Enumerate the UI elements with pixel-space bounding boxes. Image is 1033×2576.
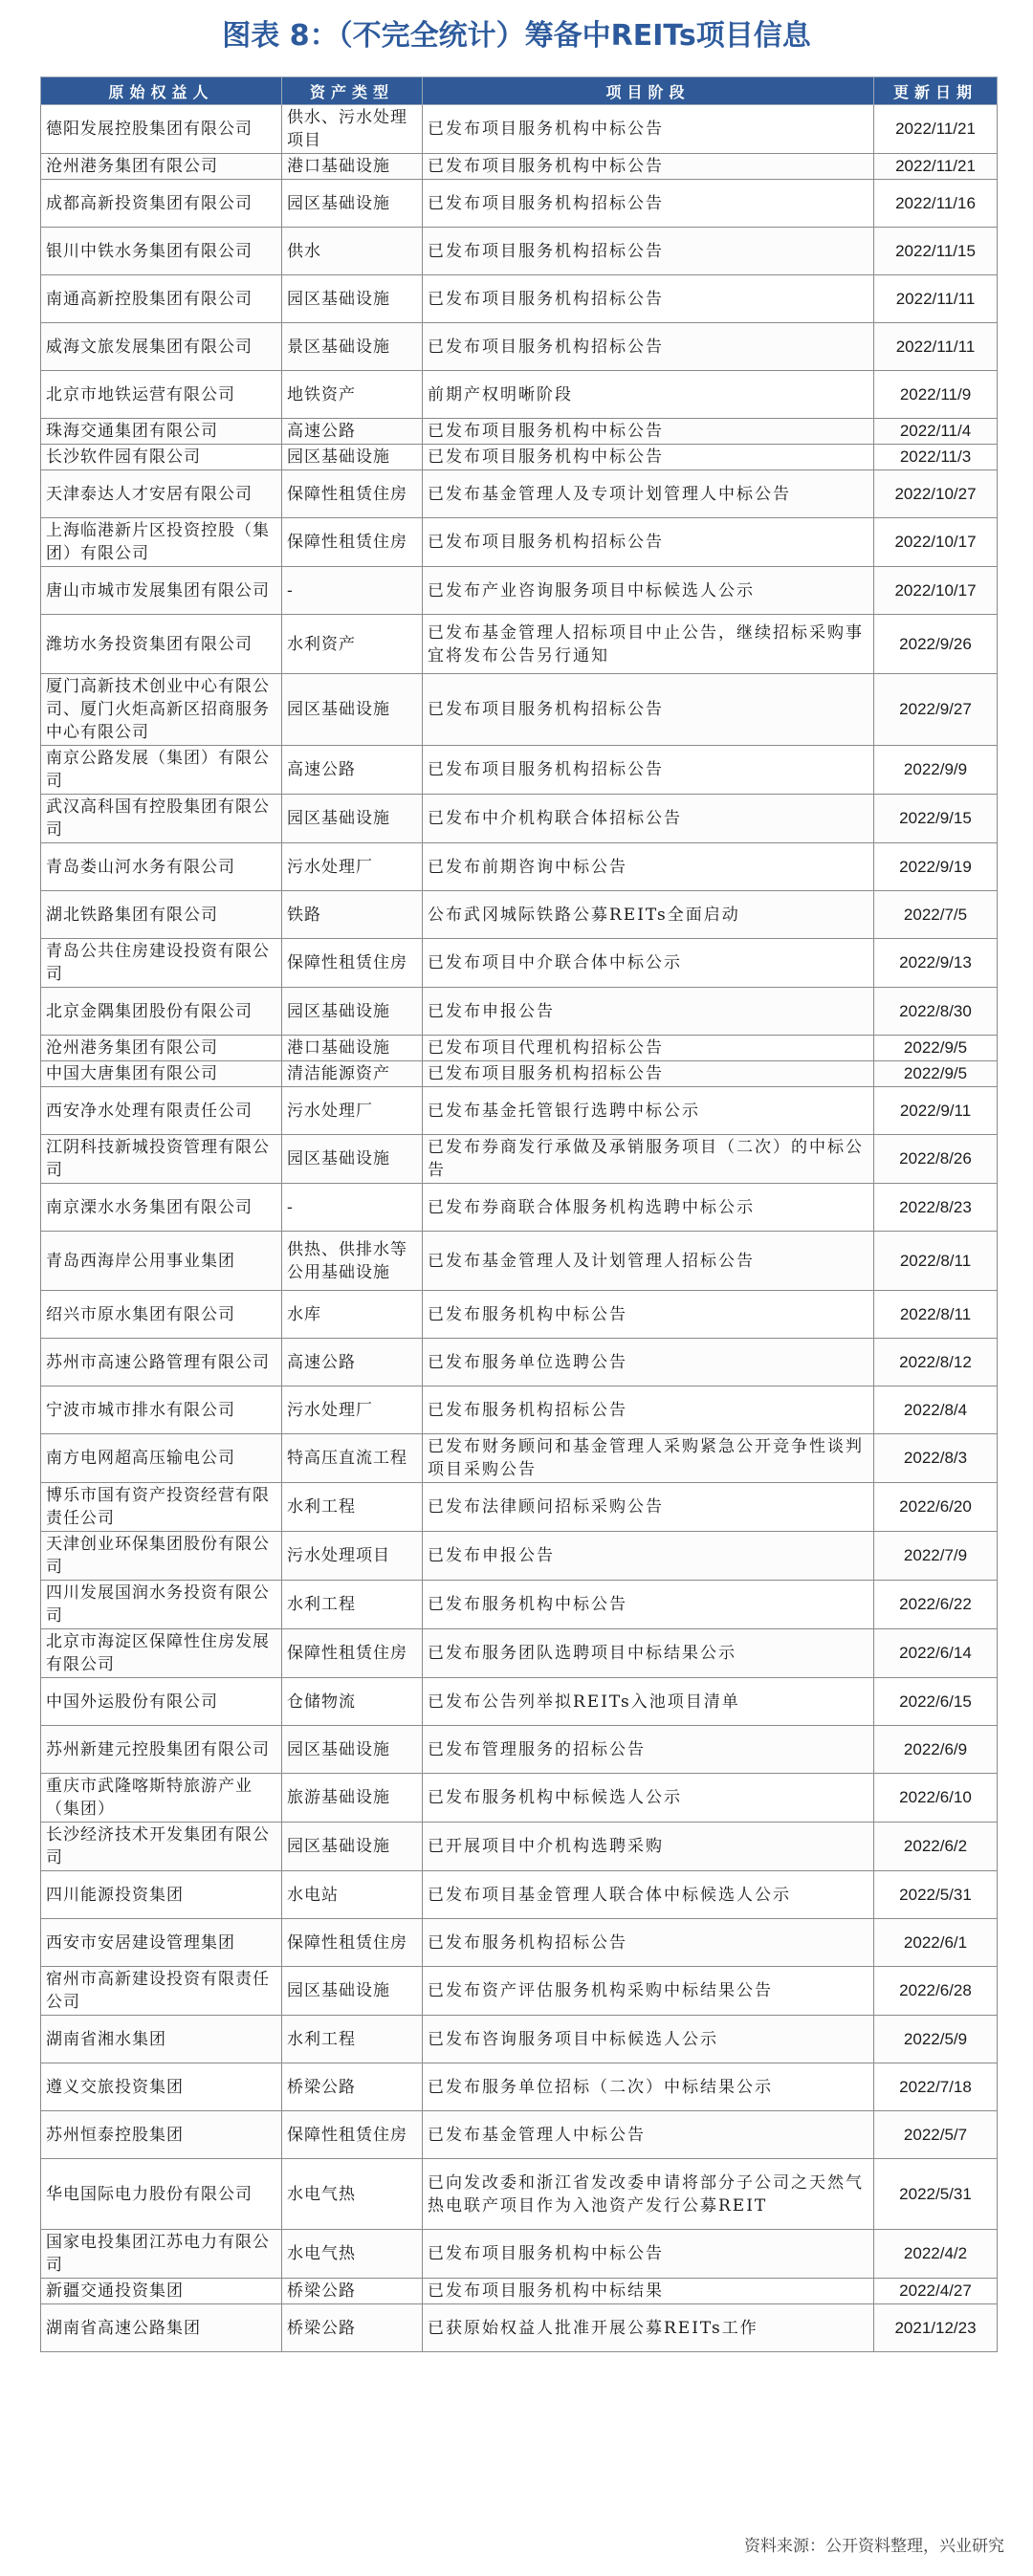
table-body [41,105,998,2352]
cell-date: 2022/9/9 [874,746,998,795]
cell-stage: 已发布项目中介联合体中标公示 [423,939,874,988]
cell-asset-type: 景区基础设施 [282,323,423,371]
cell-stage: 已发布项目服务机构招标公告 [423,746,874,795]
cell-owner: 新疆交通投资集团 [41,2279,282,2304]
cell-date: 2022/9/5 [874,1036,998,1061]
table-row [41,1726,998,1774]
table-row [41,1061,998,1087]
cell-date: 2022/7/18 [874,2063,998,2111]
table-row [41,419,998,445]
cell-owner: 绍兴市原水集团有限公司 [41,1291,282,1339]
cell-owner: 中国外运股份有限公司 [41,1678,282,1726]
cell-stage: 已发布前期咨询中标公告 [423,843,874,891]
cell-stage: 已发布申报公告 [423,988,874,1036]
cell-stage: 已发布财务顾问和基金管理人采购紧急公开竞争性谈判项目采购公告 [423,1434,874,1483]
table-row [41,2063,998,2111]
table-row [41,1232,998,1291]
table-row [41,1386,998,1434]
cell-owner: 武汉高科国有控股集团有限公司 [41,795,282,843]
table-row [41,891,998,939]
table-row [41,105,998,154]
cell-stage: 已发布法律顾问招标采购公告 [423,1483,874,1532]
cell-owner: 苏州市高速公路管理有限公司 [41,1339,282,1386]
cell-stage: 已发布基金管理人及计划管理人招标公告 [423,1232,874,1291]
cell-asset-type: 特高压直流工程 [282,1434,423,1483]
table-row [41,1135,998,1184]
cell-date: 2022/10/27 [874,470,998,518]
table-row [41,1678,998,1726]
cell-stage: 已发布公告列举拟REITs入池项目清单 [423,1678,874,1726]
cell-stage: 已发布项目服务机构中标公告 [423,154,874,180]
table-row [41,1919,998,1967]
cell-stage: 已发布基金管理人及专项计划管理人中标公告 [423,470,874,518]
cell-owner: 遵义交旅投资集团 [41,2063,282,2111]
cell-owner: 天津泰达人才安居有限公司 [41,470,282,518]
table-row [41,1036,998,1061]
cell-date: 2022/5/31 [874,1871,998,1919]
table-row [41,2230,998,2279]
cell-stage: 已发布资产评估服务机构采购中标结果公告 [423,1967,874,2016]
cell-owner: 德阳发展控股集团有限公司 [41,105,282,154]
cell-stage: 已发布服务机构中标公告 [423,1291,874,1339]
table-row [41,1532,998,1581]
cell-asset-type: 园区基础设施 [282,1823,423,1871]
table-row [41,988,998,1036]
cell-owner: 南京溧水水务集团有限公司 [41,1184,282,1232]
cell-asset-type: 保障性租赁住房 [282,1919,423,1967]
cell-asset-type: 水电气热 [282,2230,423,2279]
cell-stage: 已发布项目服务机构招标公告 [423,1061,874,1087]
cell-date: 2022/6/20 [874,1483,998,1532]
table-row [41,615,998,674]
cell-stage: 已发布项目服务机构中标公告 [423,105,874,154]
table-row [41,2016,998,2063]
cell-stage: 已获原始权益人批准开展公募REITs工作 [423,2304,874,2352]
cell-asset-type: 园区基础设施 [282,445,423,470]
cell-stage: 已发布咨询服务项目中标候选人公示 [423,2016,874,2063]
cell-owner: 国家电投集团江苏电力有限公司 [41,2230,282,2279]
table-row [41,180,998,228]
cell-owner: 唐山市城市发展集团有限公司 [41,567,282,615]
cell-stage: 已发布项目服务机构中标公告 [423,2230,874,2279]
cell-asset-type: 旅游基础设施 [282,1774,423,1823]
cell-date: 2022/7/5 [874,891,998,939]
cell-owner: 西安市安居建设管理集团 [41,1919,282,1967]
cell-asset-type: 水利工程 [282,1483,423,1532]
cell-stage: 已发布服务单位选聘公告 [423,1339,874,1386]
cell-stage: 已发布项目服务机构中标公告 [423,419,874,445]
cell-stage: 已发布项目服务机构招标公告 [423,228,874,275]
cell-asset-type: 园区基础设施 [282,180,423,228]
cell-asset-type: 保障性租赁住房 [282,939,423,988]
cell-owner: 江阴科技新城投资管理有限公司 [41,1135,282,1184]
table-row [41,1184,998,1232]
table-row [41,2304,998,2352]
table-row [41,1434,998,1483]
cell-asset-type: 地铁资产 [282,371,423,419]
cell-stage: 已发布项目服务机构中标结果 [423,2279,874,2304]
cell-asset-type: 园区基础设施 [282,674,423,746]
cell-date: 2022/6/1 [874,1919,998,1967]
table-row [41,567,998,615]
cell-date: 2022/11/4 [874,419,998,445]
cell-asset-type: 供热、供排水等公用基础设施 [282,1232,423,1291]
cell-owner: 沧州港务集团有限公司 [41,1036,282,1061]
cell-date: 2022/8/3 [874,1434,998,1483]
table-row [41,939,998,988]
table-row [41,843,998,891]
table-header-row [41,77,998,105]
cell-stage: 已发布项目服务机构中标公告 [423,445,874,470]
cell-owner: 南方电网超高压输电公司 [41,1434,282,1483]
cell-asset-type: 园区基础设施 [282,1135,423,1184]
cell-asset-type: 清洁能源资产 [282,1061,423,1087]
cell-owner: 天津创业环保集团股份有限公司 [41,1532,282,1581]
cell-stage: 已发布项目服务机构招标公告 [423,275,874,323]
cell-asset-type: 仓储物流 [282,1678,423,1726]
cell-date: 2022/9/15 [874,795,998,843]
cell-asset-type: 园区基础设施 [282,275,423,323]
cell-owner: 南通高新控股集团有限公司 [41,275,282,323]
cell-date: 2022/11/3 [874,445,998,470]
cell-owner: 长沙软件园有限公司 [41,445,282,470]
cell-date: 2022/9/13 [874,939,998,988]
cell-date: 2022/11/16 [874,180,998,228]
cell-stage: 已发布项目基金管理人联合体中标候选人公示 [423,1871,874,1919]
cell-owner: 西安净水处理有限责任公司 [41,1087,282,1135]
cell-asset-type: 污水处理厂 [282,1386,423,1434]
cell-owner: 潍坊水务投资集团有限公司 [41,615,282,674]
table-row [41,2111,998,2159]
cell-owner: 青岛娄山河水务有限公司 [41,843,282,891]
cell-owner: 苏州恒泰控股集团 [41,2111,282,2159]
cell-date: 2022/5/31 [874,2159,998,2230]
cell-date: 2022/8/4 [874,1386,998,1434]
header-stage: 项目阶段 [423,77,874,105]
table-row [41,228,998,275]
cell-asset-type: 供水、污水处理项目 [282,105,423,154]
cell-date: 2022/11/11 [874,275,998,323]
cell-stage: 已发布项目服务机构招标公告 [423,180,874,228]
cell-asset-type: 水库 [282,1291,423,1339]
cell-date: 2022/6/2 [874,1823,998,1871]
table-row [41,2159,998,2230]
table-row [41,795,998,843]
cell-asset-type: - [282,567,423,615]
cell-stage: 已发布服务机构招标公告 [423,1919,874,1967]
cell-date: 2022/8/11 [874,1291,998,1339]
header-owner: 原始权益人 [41,77,282,105]
cell-owner: 湖北铁路集团有限公司 [41,891,282,939]
cell-date: 2022/7/9 [874,1532,998,1581]
cell-owner: 青岛公共住房建设投资有限公司 [41,939,282,988]
cell-stage: 公布武冈城际铁路公募REITs全面启动 [423,891,874,939]
cell-owner: 宁波市城市排水有限公司 [41,1386,282,1434]
cell-stage: 已发布基金管理人中标公告 [423,2111,874,2159]
cell-stage: 已发布申报公告 [423,1532,874,1581]
cell-asset-type: 水电站 [282,1871,423,1919]
table-row [41,674,998,746]
cell-stage: 已发布项目服务机构招标公告 [423,518,874,567]
cell-owner: 湖南省湘水集团 [41,2016,282,2063]
cell-date: 2022/11/21 [874,154,998,180]
table-row [41,746,998,795]
cell-owner: 湖南省高速公路集团 [41,2304,282,2352]
table-row [41,1483,998,1532]
cell-date: 2022/6/14 [874,1629,998,1678]
cell-owner: 北京金隅集团股份有限公司 [41,988,282,1036]
cell-date: 2021/12/23 [874,2304,998,2352]
cell-owner: 四川能源投资集团 [41,1871,282,1919]
cell-stage: 已发布券商联合体服务机构选聘中标公示 [423,1184,874,1232]
table-row [41,470,998,518]
cell-date: 2022/4/2 [874,2230,998,2279]
cell-asset-type: 高速公路 [282,419,423,445]
cell-date: 2022/11/11 [874,323,998,371]
cell-owner: 南京公路发展（集团）有限公司 [41,746,282,795]
cell-stage: 已发布项目服务机构招标公告 [423,674,874,746]
cell-asset-type: 铁路 [282,891,423,939]
cell-owner: 北京市地铁运营有限公司 [41,371,282,419]
cell-date: 2022/8/12 [874,1339,998,1386]
cell-date: 2022/6/9 [874,1726,998,1774]
cell-stage: 已开展项目中介机构选聘采购 [423,1823,874,1871]
cell-date: 2022/6/28 [874,1967,998,2016]
cell-date: 2022/5/7 [874,2111,998,2159]
cell-asset-type: 保障性租赁住房 [282,2111,423,2159]
cell-asset-type: 保障性租赁住房 [282,470,423,518]
cell-owner: 珠海交通集团有限公司 [41,419,282,445]
table-row [41,1774,998,1823]
source-note: 资料来源：公开资料整理，兴业研究 [744,2537,1004,2556]
cell-date: 2022/8/26 [874,1135,998,1184]
cell-date: 2022/8/30 [874,988,998,1036]
cell-stage: 已发布基金管理人招标项目中止公告，继续招标采购事宜将发布公告另行通知 [423,615,874,674]
cell-date: 2022/8/23 [874,1184,998,1232]
cell-stage: 已发布服务单位招标（二次）中标结果公示 [423,2063,874,2111]
cell-owner: 成都高新投资集团有限公司 [41,180,282,228]
cell-date: 2022/6/22 [874,1581,998,1629]
table-row [41,1339,998,1386]
cell-date: 2022/10/17 [874,567,998,615]
cell-asset-type: 高速公路 [282,1339,423,1386]
cell-date: 2022/9/27 [874,674,998,746]
cell-owner: 威海文旅发展集团有限公司 [41,323,282,371]
cell-stage: 前期产权明晰阶段 [423,371,874,419]
cell-stage: 已发布中介机构联合体招标公告 [423,795,874,843]
cell-stage: 已发布券商发行承做及承销服务项目（二次）的中标公告 [423,1135,874,1184]
cell-date: 2022/11/9 [874,371,998,419]
cell-date: 2022/6/15 [874,1678,998,1726]
cell-asset-type: - [282,1184,423,1232]
cell-asset-type: 污水处理项目 [282,1532,423,1581]
cell-owner: 宿州市高新建设投资有限责任公司 [41,1967,282,2016]
cell-date: 2022/9/26 [874,615,998,674]
cell-stage: 已发布项目服务机构招标公告 [423,323,874,371]
table-row [41,154,998,180]
table-row [41,2279,998,2304]
cell-stage: 已发布管理服务的招标公告 [423,1726,874,1774]
cell-asset-type: 园区基础设施 [282,988,423,1036]
cell-owner: 上海临港新片区投资控股（集团）有限公司 [41,518,282,567]
header-date: 更新日期 [874,77,998,105]
table-row [41,323,998,371]
cell-date: 2022/6/10 [874,1774,998,1823]
table-row [41,1087,998,1135]
cell-stage: 已发布基金托管银行选聘中标公示 [423,1087,874,1135]
cell-owner: 中国大唐集团有限公司 [41,1061,282,1087]
reits-project-table [40,76,998,2352]
cell-date: 2022/9/5 [874,1061,998,1087]
cell-asset-type: 园区基础设施 [282,795,423,843]
cell-asset-type: 保障性租赁住房 [282,1629,423,1678]
cell-owner: 银川中铁水务集团有限公司 [41,228,282,275]
cell-date: 2022/8/11 [874,1232,998,1291]
cell-owner: 博乐市国有资产投资经营有限责任公司 [41,1483,282,1532]
table-row [41,445,998,470]
cell-asset-type: 高速公路 [282,746,423,795]
cell-owner: 四川发展国润水务投资有限公司 [41,1581,282,1629]
cell-stage: 已发布产业咨询服务项目中标候选人公示 [423,567,874,615]
cell-date: 2022/5/9 [874,2016,998,2063]
cell-owner: 华电国际电力股份有限公司 [41,2159,282,2230]
cell-stage: 已发布服务机构招标公告 [423,1386,874,1434]
table-row [41,275,998,323]
cell-owner: 北京市海淀区保障性住房发展有限公司 [41,1629,282,1678]
table-row [41,518,998,567]
cell-asset-type: 保障性租赁住房 [282,518,423,567]
cell-date: 2022/11/15 [874,228,998,275]
cell-asset-type: 桥梁公路 [282,2304,423,2352]
table-row [41,1871,998,1919]
table-row [41,1291,998,1339]
table-row [41,371,998,419]
table-row [41,1629,998,1678]
cell-stage: 已发布服务机构中标公告 [423,1581,874,1629]
cell-owner: 长沙经济技术开发集团有限公司 [41,1823,282,1871]
cell-asset-type: 园区基础设施 [282,1967,423,2016]
cell-stage: 已发布服务团队选聘项目中标结果公示 [423,1629,874,1678]
cell-date: 2022/11/21 [874,105,998,154]
table-row [41,1581,998,1629]
cell-asset-type: 水利工程 [282,1581,423,1629]
cell-date: 2022/9/19 [874,843,998,891]
cell-asset-type: 水电气热 [282,2159,423,2230]
cell-date: 2022/10/17 [874,518,998,567]
cell-asset-type: 供水 [282,228,423,275]
cell-asset-type: 水利工程 [282,2016,423,2063]
cell-asset-type: 港口基础设施 [282,1036,423,1061]
cell-asset-type: 水利资产 [282,615,423,674]
cell-owner: 重庆市武隆喀斯特旅游产业（集团） [41,1774,282,1823]
figure-title: 图表 8：（不完全统计）筹备中REITs项目信息 [222,19,811,53]
cell-stage: 已发布服务机构中标候选人公示 [423,1774,874,1823]
cell-asset-type: 污水处理厂 [282,843,423,891]
cell-owner: 沧州港务集团有限公司 [41,154,282,180]
cell-asset-type: 桥梁公路 [282,2063,423,2111]
cell-stage: 已向发改委和浙江省发改委申请将部分子公司之天然气热电联产项目作为入池资产发行公募REIT [423,2159,874,2230]
cell-date: 2022/9/11 [874,1087,998,1135]
table-row [41,1823,998,1871]
cell-asset-type: 港口基础设施 [282,154,423,180]
table-row [41,1967,998,2016]
cell-owner: 厦门高新技术创业中心有限公司、厦门火炬高新区招商服务中心有限公司 [41,674,282,746]
cell-date: 2022/4/27 [874,2279,998,2304]
cell-owner: 苏州新建元控股集团有限公司 [41,1726,282,1774]
cell-owner: 青岛西海岸公用事业集团 [41,1232,282,1291]
cell-asset-type: 污水处理厂 [282,1087,423,1135]
cell-asset-type: 园区基础设施 [282,1726,423,1774]
cell-stage: 已发布项目代理机构招标公告 [423,1036,874,1061]
header-asset-type: 资产类型 [282,77,423,105]
cell-asset-type: 桥梁公路 [282,2279,423,2304]
